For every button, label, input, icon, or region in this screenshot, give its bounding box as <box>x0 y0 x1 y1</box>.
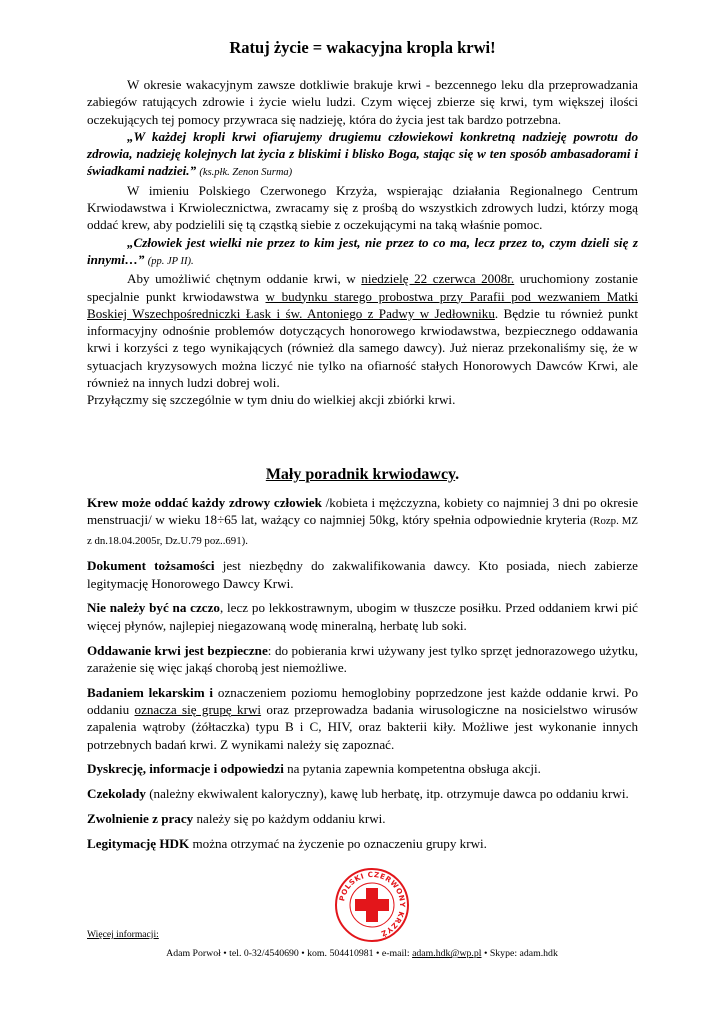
guide-item-lead: Czekolady <box>87 786 146 802</box>
guide-item-lead: Badaniem lekarskim i <box>87 684 214 700</box>
quote-text: „Człowiek jest wielki nie przez to kim jest, nie przez to co ma, lecz przez to, czym dzieli się z innymi…” <box>87 234 638 267</box>
guide-item-text: na pytania zapewnia kompetentna obsługa akcji. <box>283 761 541 777</box>
guide-title <box>87 466 638 484</box>
intro-paragraph: W okresie wakacyjnym zawsze dotkliwie brakuje krwi - bezcennego leku dla przeprowadzania zabiegów ratujących zdrowie i życie wielu ludzi. Czym więcej zbierze się krwi, tym większej ilości oczekujących tej pomocy przywraca się nadzieję, która do życia jest tak bardzo potrzebna. <box>87 77 638 127</box>
guide-title-text: Mały poradnik krwiodawcy <box>265 466 456 483</box>
guide-item-text: (należny ekwiwalent kaloryczny), kawę lub herbatę, itp. otrzymuje dawca po oddaniu krwi. <box>145 786 629 802</box>
guide-item <box>87 557 638 592</box>
guide-item-lead: Nie należy być na czczo <box>87 600 220 616</box>
email-link[interactable]: adam.hdk@wp.pl <box>412 948 482 959</box>
red-cross-logo <box>334 867 410 943</box>
quote-source: (ks.płk. Zenon Surma) <box>199 167 293 179</box>
guide-item-emphasis: oznacza się grupę krwi <box>134 701 262 717</box>
event-text: uruchomiony zostanie specjalnie punkt krwiodawstwa <box>87 271 638 304</box>
guide-item-text: oznaczeniem poziomu hemoglobiny poprzedzone jest każde oddanie krwi. Po oddaniu <box>87 684 638 717</box>
guide-item-reference: (Rozp. MZ z dn.18.04.2005r, Dz.U.79 poz..691). <box>87 515 638 547</box>
footer-contact <box>0 948 724 959</box>
guide-item <box>87 599 638 634</box>
guide-item <box>87 684 638 753</box>
guide-item-text: : do pobierania krwi używany jest tylko sprzęt jednorazowego użytku, zarażenie się więc jakąś chorobą jest niemożliwe. <box>87 642 638 675</box>
quote-source: (pp. JP II). <box>147 255 194 267</box>
guide-title-dot: . <box>455 466 460 483</box>
guide-item-lead: Krew może oddać każdy zdrowy człowiek <box>87 495 322 510</box>
guide-item-text: oraz przeprowadza badania wirusologiczne na nosicielstwo wirusów zapalenia wątroby (żółtaczka) typu B i C, HIV, oraz bakterii kiły. Możliwe jest wykonanie innych potrzebnych badań krwi. Z wynikami należy się zapoznać. <box>87 701 638 752</box>
event-place: w budynku starego probostwa przy Parafii pod wezwaniem Matki Boskiej Wszechpośredniczki Łask i św. Antoniego z Padwy w Jedłowniku <box>87 288 639 321</box>
guide-item-text: jest niezbędny do zakwalifikowania dawcy. Kto posiada, niech zabierze legitymację Honorowego Dawcy Krwi. <box>87 558 638 591</box>
quote-text: „W każdej kropli krwi ofiarujemy drugiemu człowiekowi konkretną nadzieję powrotu do zdrowia, nadzieję kolejnych lat życia z bliskimi i blisko Boga, stając się w ten sposób ambasadorami i świadkami nadziei.” <box>87 128 638 179</box>
guide-item <box>87 642 638 677</box>
guide-item-lead: Legitymację HDK <box>87 835 190 851</box>
guide-item-lead: Zwolnienie z pracy <box>87 810 194 826</box>
cross-icon-bar <box>355 899 389 911</box>
guide-item-text: , lecz po lekkostrawnym, ubogim w tłuszcze posiłku. Przed oddaniem krwi pić więcej płynów, najlepiej niegazowaną wodę mineralną, herbatę lub soki. <box>87 600 638 633</box>
guide-item-lead: Dokument tożsamości <box>87 558 215 574</box>
guide-item-text: /kobieta i mężczyzna, kobiety co najmniej 3 dni po okresie menstruacji/ w wieku 18÷65 lat, ważący co najmniej 50kg, który spełnia odpowiednie kryteria <box>87 495 639 528</box>
guide-item-text: należy się po każdym oddaniu krwi. <box>193 810 386 826</box>
guide-item <box>87 810 638 827</box>
quote-jp2 <box>87 234 638 271</box>
more-info-label: Więcej informacji: <box>87 929 159 940</box>
intro-section <box>87 76 638 409</box>
footer-text: Adam Porwoł • tel. 0-32/4540690 • kom. 504410981 • e-mail: <box>166 948 413 959</box>
logo-text: POLSKI CZERWONY KRZYŻ <box>337 869 408 939</box>
event-date: niedzielę 22 czerwca 2008r. <box>361 271 515 287</box>
guide-item <box>87 494 638 550</box>
appeal-paragraph: W imieniu Polskiego Czerwonego Krzyża, wspierając działania Regionalnego Centrum Krwiodawstwa i Krwiolecznictwa, zwracamy się z prośbą do wszystkich zdrowych ludzi, którzy mogą oddać krew, aby podzielili się tą cząstką siebie z oczekującymi na taką właśnie pomoc. <box>87 182 638 233</box>
guide-item <box>87 760 638 777</box>
closing-paragraph: Przyłączmy się szczególnie w tym dniu do wielkiej akcji zbiórki krwi. <box>87 392 456 408</box>
guide-list <box>87 494 638 860</box>
guide-item-lead: Dyskrecję, informacje i odpowiedzi <box>87 761 284 777</box>
guide-item <box>87 835 638 852</box>
event-paragraph <box>87 270 638 391</box>
guide-item-lead: Oddawanie krwi jest bezpieczne <box>87 642 268 658</box>
quote-surma <box>87 128 638 182</box>
guide-item <box>87 785 638 802</box>
event-text: . Będzie tu również punkt informacyjny odnośnie problemów dotyczących honorowego krwiodawstwa, bezpiecznego oddawania krwi i korzyści z tego wynikających (również dla samego dawcy). Już nieraz przekonaliśmy się, że w sytuacjach kryzysowych można liczyć nie tylko na ofiarność stałych Honorowych Dawców Krwi, ale również na innych ludzi dobrej woli. <box>87 305 638 391</box>
guide-item-text: można otrzymać na życzenie po oznaczeniu grupy krwi. <box>189 835 487 851</box>
page-title: Ratuj życie = wakacyjna kropla krwi! <box>229 38 496 57</box>
event-text: Aby umożliwić chętnym oddanie krwi, w <box>127 271 362 287</box>
footer-text: • Skype: adam.hdk <box>481 948 558 959</box>
